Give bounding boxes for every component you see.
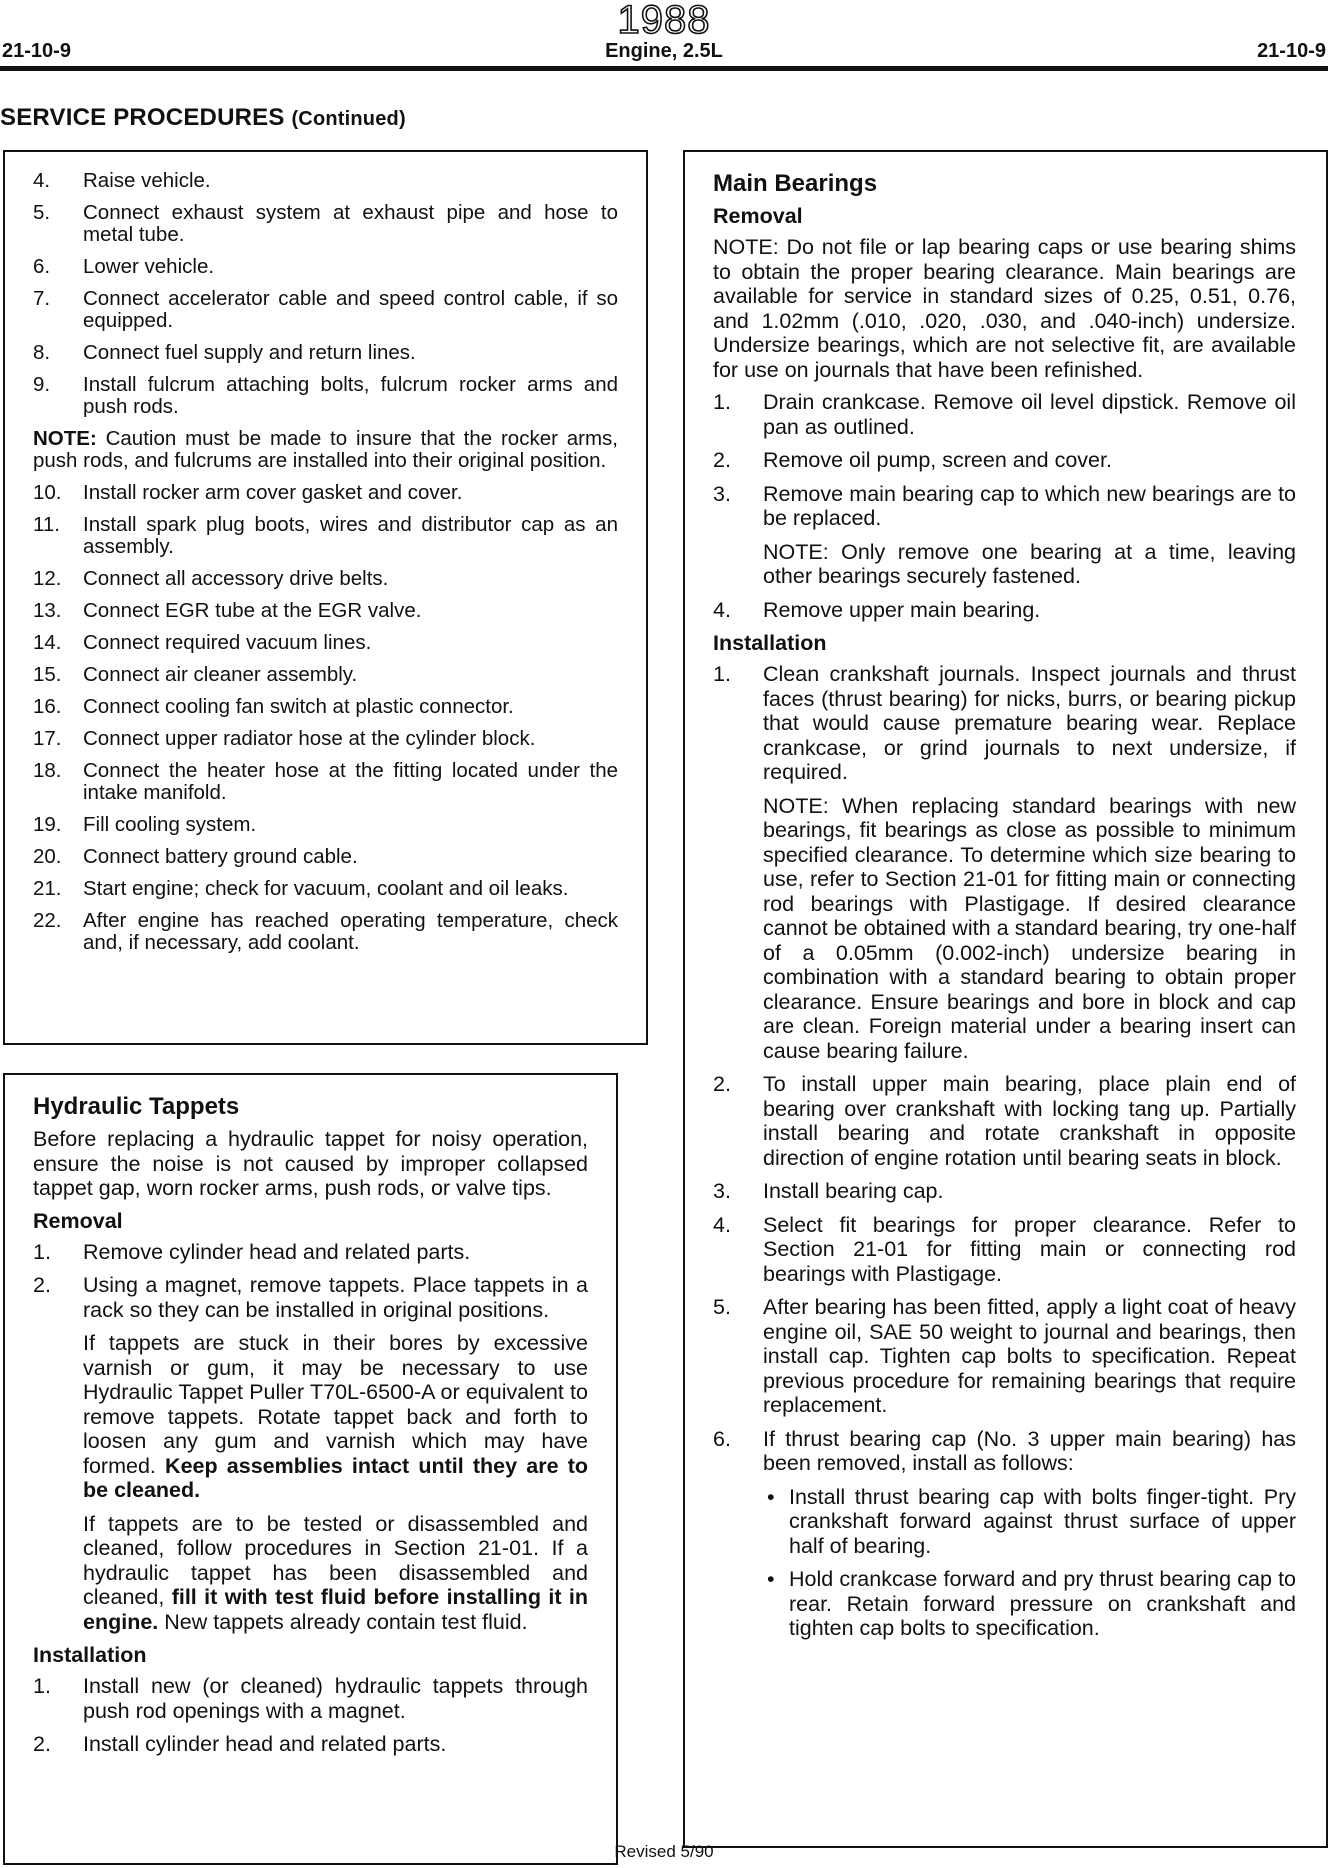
step-item (33, 846, 618, 868)
step-number: 17. (33, 727, 62, 750)
step-item (33, 696, 618, 718)
test-tappets-text: If tappets are to be tested or disassembled and cleaned, follow procedures in Section 21-01. If a hydraulic tappet has been disassembled and cleaned, (83, 1511, 588, 1609)
step-text: Install cylinder head and related parts. (83, 1732, 447, 1756)
step-number: 1. (33, 1674, 51, 1698)
step-text: Drain crankcase. Remove oil level dipstick. Remove oil pan as outlined. (763, 390, 1296, 439)
step-item (33, 1674, 588, 1723)
bullet-item (763, 1567, 1296, 1641)
step-number: 4. (713, 1212, 731, 1237)
steps-list-a (33, 170, 618, 418)
step-item (713, 1072, 1296, 1170)
tappets-intro: Before replacing a hydraulic tappet for noisy operation, ensure the noise is not caused by improper collapsed tappet gap, worn rocker arms, push rods, or valve tips. (33, 1127, 588, 1200)
procedure-continued-box (3, 150, 648, 1045)
step-number: 11. (33, 513, 60, 536)
hydraulic-tappets-title: Hydraulic Tappets (33, 1093, 240, 1120)
test-tappets-text-end: New tappets already contain test fluid. (158, 1609, 528, 1634)
step-number: 2. (713, 448, 731, 472)
step-item (33, 878, 618, 900)
step-text: Using a magnet, remove tappets. Place tappets in a rack so they can be installed in original positions. (83, 1273, 588, 1322)
bullet-text: Install thrust bearing cap with bolts finger-tight. Pry crankshaft forward against thrust surface of upper half of bearing. (789, 1484, 1296, 1558)
step-number: 22. (33, 909, 62, 932)
step-number: 4. (33, 169, 51, 192)
step-item (33, 910, 618, 954)
step-item (713, 1213, 1296, 1287)
bullet-icon: • (767, 1567, 775, 1591)
step-text: Connect the heater hose at the fitting located under the intake manifold. (83, 759, 618, 804)
bearings-note: NOTE: Do not file or lap bearing caps or use bearing shims to obtain the proper bearing clearance. Main bearings are available for service in standard sizes of 0.25, 0.51, 0.76, and 1.02mm (.010, .020, .030, and .040-inch) undersize. Undersize bearings, which are not selective fit, are available for use on journals that have been refinished. (713, 235, 1296, 382)
bullet-item (763, 1485, 1296, 1559)
thrust-cap-bullets (713, 1485, 1296, 1641)
step-text: Install spark plug boots, wires and distributor cap as an assembly. (83, 513, 618, 558)
step-text: Connect exhaust system at exhaust pipe and hose to metal tube. (83, 201, 618, 246)
step-number: 19. (33, 813, 62, 836)
step-item (33, 728, 618, 750)
step-text: After engine has reached operating temperature, check and, if necessary, add coolant. (83, 909, 618, 954)
step-item (33, 342, 618, 364)
step-number: 1. (33, 1239, 51, 1264)
bearings-install-step-1 (713, 662, 1296, 785)
step-number: 21. (33, 877, 62, 900)
bearings-install-note: NOTE: When replacing standard bearings with new bearings, fit bearings as close as possible to minimum specified clearance. To determine which size bearing to use, refer to Section 21-01 for fitting main or connecting rod bearings with Plastigage. If desired clearance cannot be obtained with a standard bearing, try one-half of a 0.05mm (0.002-inch) undersize bearing in combination with a standard bearing to obtain proper clearance. Ensure bearings and bore in block and cap are clean. Foreign material under a bearing insert can cause bearing failure. (763, 793, 1296, 1063)
note-text: Caution must be made to insure that the rocker arms, push rods, and fulcrums are installed into their original position. (33, 427, 618, 472)
step-item (33, 170, 618, 192)
bullet-text: Hold crankcase forward and pry thrust bearing cap to rear. Retain forward pressure on crankshaft and tighten cap bolts to specification. (789, 1567, 1296, 1640)
step-number: 12. (33, 567, 62, 590)
section-subtitle: (Continued) (291, 108, 406, 130)
step-item (33, 514, 618, 558)
step-number: 6. (33, 255, 51, 278)
test-tappets-paragraph (83, 1512, 588, 1635)
revision-footer: Revised 5/90 (614, 1842, 714, 1861)
step-number: 2. (713, 1072, 731, 1096)
step-item (33, 374, 618, 418)
step-item (713, 482, 1296, 531)
fill-test-fluid-warning: fill it with test fluid before installing it in engine. (83, 1585, 588, 1634)
step-item (33, 1273, 588, 1322)
step-text: Start engine; check for vacuum, coolant and oil leaks. (83, 877, 569, 900)
step-number: 9. (33, 373, 51, 396)
step-item (713, 1295, 1296, 1418)
step-number: 2. (33, 1273, 51, 1297)
bearings-removal-heading: Removal (713, 204, 803, 228)
step-number: 5. (713, 1295, 731, 1319)
hydraulic-tappets-box (3, 1073, 618, 1865)
step-item (713, 448, 1296, 473)
section-title (0, 104, 406, 132)
section-title-text: SERVICE PROCEDURES (0, 104, 285, 131)
step-number: 8. (33, 341, 51, 364)
step-number: 3. (713, 1179, 731, 1203)
year-stamp: 1988 (617, 0, 711, 42)
chapter-title: Engine, 2.5L (605, 40, 723, 62)
step-text: Remove upper main bearing. (763, 597, 1041, 622)
step-number: 13. (33, 599, 62, 622)
step-text: Install fulcrum attaching bolts, fulcrum rocker arms and push rods. (83, 373, 618, 418)
step-text: Remove main bearing cap to which new bearings are to be replaced. (763, 481, 1296, 530)
step-number: 3. (713, 481, 731, 506)
step-item (33, 664, 618, 686)
stuck-tappets-paragraph (83, 1331, 588, 1503)
step-item (33, 632, 618, 654)
step-text: Fill cooling system. (83, 813, 257, 836)
bearings-removal-note: NOTE: Only remove one bearing at a time, leaving other bearings securely fastened. (763, 539, 1296, 588)
note-label: NOTE: (33, 427, 97, 450)
page-number-left: 21-10-9 (2, 40, 71, 62)
step-text: Remove cylinder head and related parts. (83, 1239, 471, 1264)
main-bearings-title: Main Bearings (713, 170, 878, 197)
step-text: Select fit bearings for proper clearance. Refer to Section 21-01 for fitting main or connecting rod bearings with Plastigage. (763, 1212, 1296, 1286)
step-item (33, 1732, 588, 1757)
step-item (33, 568, 618, 590)
step-text: Connect cooling fan switch at plastic connector. (83, 695, 514, 718)
step-number: 14. (33, 631, 62, 654)
step-text: After bearing has been fitted, apply a light coat of heavy engine oil, SAE 50 weight to journal and bearings, then install cap. Tighten cap bolts to specification. Repeat previous procedure for remaining bearings that require replacement. (763, 1295, 1296, 1417)
step-text: Connect air cleaner assembly. (83, 663, 358, 686)
step-number: 15. (33, 663, 62, 686)
rocker-arm-note (33, 428, 618, 472)
step-text: Connect accelerator cable and speed control cable, if so equipped. (83, 287, 618, 332)
step-text: Connect upper radiator hose at the cylinder block. (83, 727, 536, 750)
step-item (33, 256, 618, 278)
step-number: 5. (33, 201, 51, 224)
step-text: Remove oil pump, screen and cover. (763, 448, 1112, 472)
step-item (713, 1179, 1296, 1204)
keep-assemblies-warning: Keep assemblies intact until they are to be cleaned. (83, 1453, 588, 1502)
tappets-removal-heading: Removal (33, 1208, 123, 1233)
tappets-installation-heading: Installation (33, 1643, 147, 1667)
step-number: 4. (713, 597, 731, 622)
main-bearings-box (683, 150, 1328, 1848)
step-number: 18. (33, 759, 62, 782)
step-text: Connect fuel supply and return lines. (83, 341, 416, 364)
bearings-removal-steps (713, 390, 1296, 531)
step-item (33, 760, 618, 804)
step-text: Clean crankshaft journals. Inspect journals and thrust faces (thrust bearing) for nicks, burrs, or bearing pickup that would cause premature bearing wear. Replace crankcase, or grind journals to next undersize, if required. (763, 662, 1296, 784)
step-item (713, 390, 1296, 439)
step-text: Connect all accessory drive belts. (83, 567, 389, 590)
step-text: Install bearing cap. (763, 1179, 944, 1203)
step-number: 16. (33, 695, 62, 718)
step-text: If thrust bearing cap (No. 3 upper main bearing) has been removed, install as follows: (763, 1426, 1296, 1475)
step-number: 1. (713, 390, 731, 414)
bearings-installation-heading: Installation (713, 631, 827, 655)
step-item (33, 814, 618, 836)
stuck-tappets-text: If tappets are stuck in their bores by excessive varnish or gum, it may be necessary to use Hydraulic Tappet Puller T70L-6500-A or equivalent to remove tappets. Rotate tappet back and forth to loosen any gum and varnish which may have formed. (83, 1331, 588, 1478)
step-number: 10. (33, 481, 62, 504)
step-number: 1. (713, 662, 731, 686)
step-text: Install rocker arm cover gasket and cover. (83, 481, 463, 504)
page-number-right: 21-10-9 (1257, 40, 1326, 62)
step-text: Raise vehicle. (83, 169, 211, 192)
step-text: Connect battery ground cable. (83, 845, 358, 868)
step-item (33, 600, 618, 622)
step-text: Connect EGR tube at the EGR valve. (83, 599, 422, 622)
step-number: 6. (713, 1426, 731, 1451)
step-number: 7. (33, 287, 51, 310)
bearings-removal-step-4 (713, 598, 1296, 623)
steps-list-b (33, 482, 618, 954)
step-item (713, 1427, 1296, 1476)
bullet-icon: • (767, 1484, 775, 1509)
step-number: 2. (33, 1732, 51, 1756)
tappets-installation-steps (33, 1674, 588, 1757)
tappets-removal-steps (33, 1240, 588, 1323)
step-item (33, 1240, 588, 1265)
step-text: Lower vehicle. (83, 255, 215, 278)
bearings-install-steps (713, 1072, 1296, 1476)
header-rule (0, 66, 1328, 71)
step-item (33, 482, 618, 504)
step-text: Connect required vacuum lines. (83, 631, 372, 654)
step-item (33, 288, 618, 332)
step-number: 20. (33, 845, 62, 868)
step-text: To install upper main bearing, place plain end of bearing over crankshaft with locking tang up. Partially install bearing and rotate crankshaft in opposite direction of engine rotation until bearing seats in block. (763, 1072, 1296, 1170)
step-text: Install new (or cleaned) hydraulic tappets through push rod openings with a magnet. (83, 1674, 588, 1723)
step-item (33, 202, 618, 246)
